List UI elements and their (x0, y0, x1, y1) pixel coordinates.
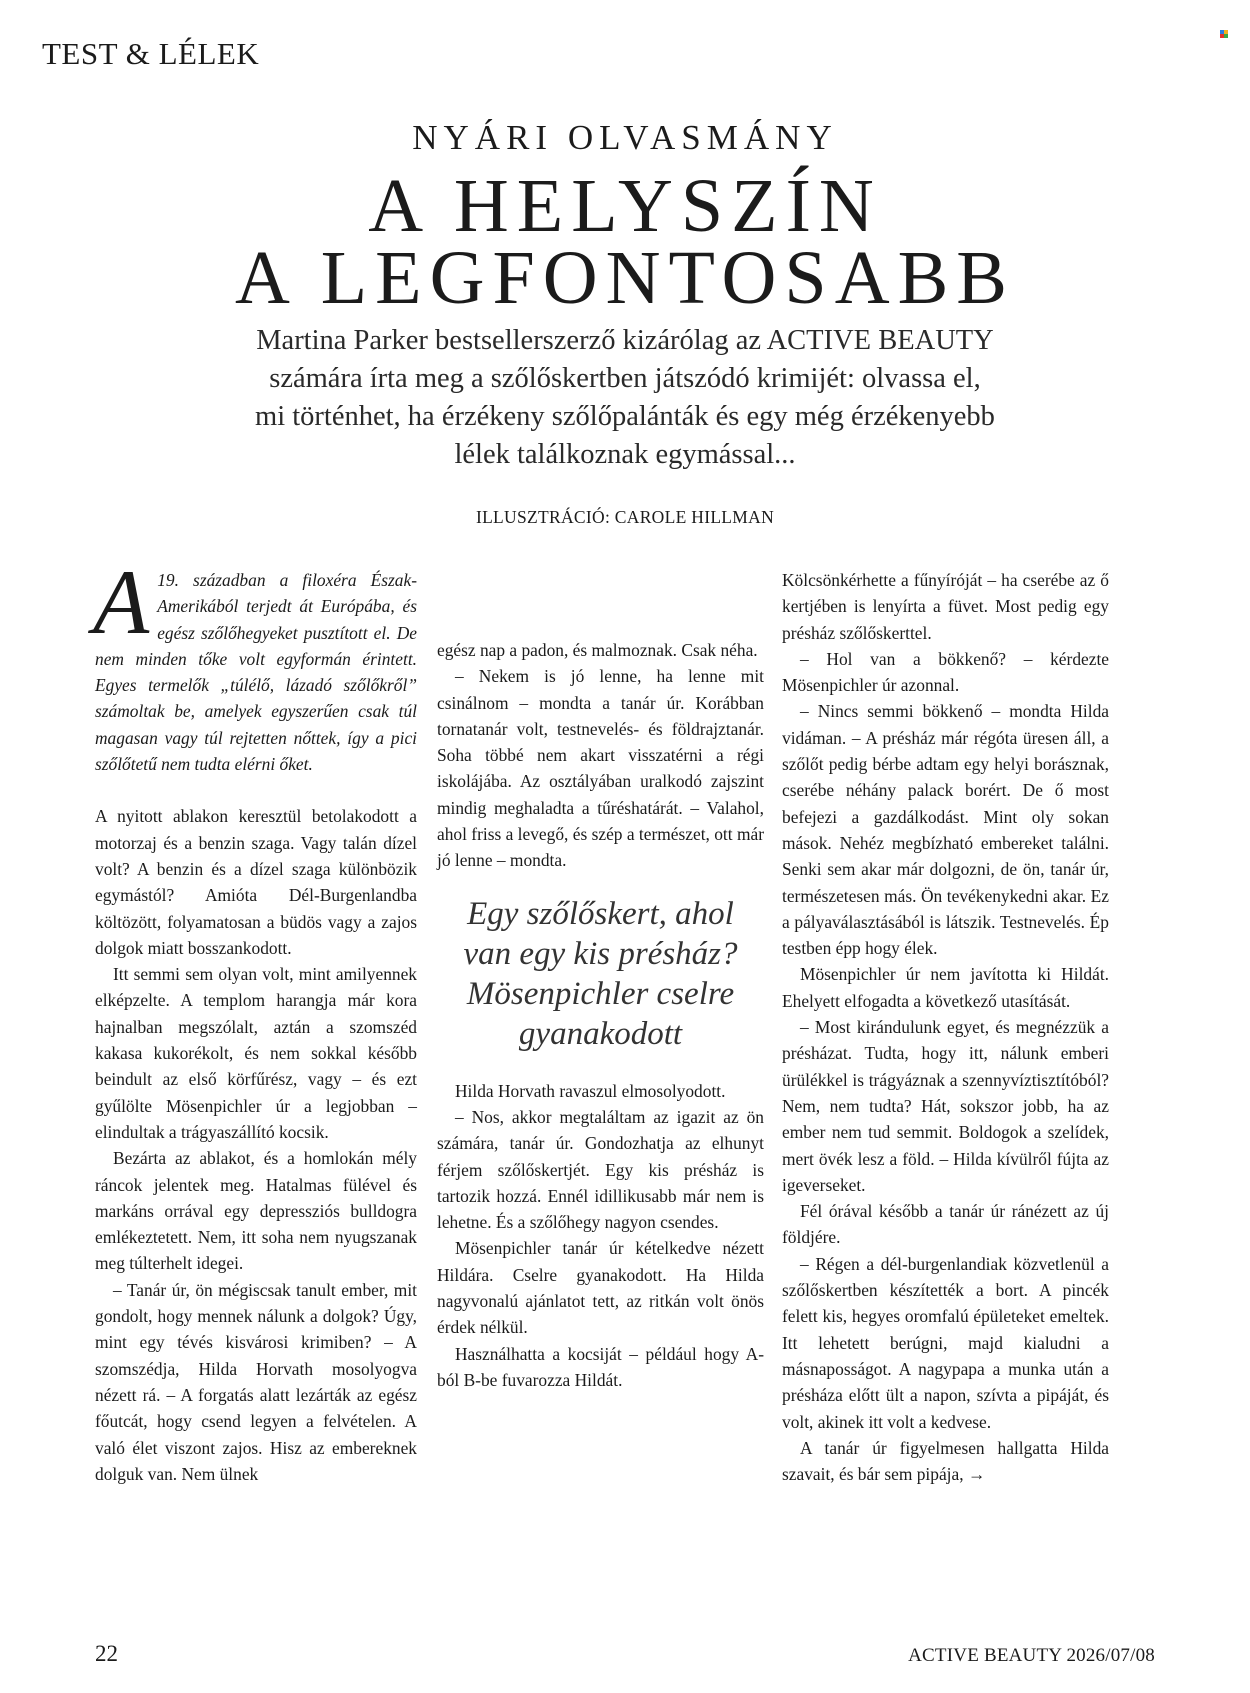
article-title-line-1: A HELYSZÍN (368, 164, 882, 248)
body-paragraph: – Tanár úr, ön mégiscsak tanult ember, mit gondolt, hogy mennek nálunk a dolgok? Úgy, mint egy tévés kisvárosi krimiben? – A szomszédja, Hilda Horvath mosolyogva nézett rá. – A forgatás alatt lezárták az egész főutcát, hogy csend legyen a felvételen. A való élet viszont zajos. Hisz az embereknek dolguk van. Nem ülnek (95, 1279, 417, 1484)
intro-text: 19. században a filoxéra Észak-Amerikából terjedt át Európába, és egész szőlőhegyeket pusztított el. De nem minden tőke volt egyformán érintett. Egyes termelők „túlélő, lázadó szőlőkről” számoltak be, amelyek egyszerűen csak túl magasan vagy túl rejtetten nőttek, így a pici szőlőtetű nem tudta elérni őket. (95, 570, 417, 775)
body-paragraph: – Régen a dél-burgenlandiak közvetlenül a szőlőskertben készítették a bort. A pincék felett kis, hegyes oromfalú épületeket emeltek. Itt lehetett berúgni, majd kialudni a másnaposságot. A nagypapa a munka után a présháza előtt ült a napon, szívta a pipáját, és volt, akinek itt volt a kedvese. (782, 1253, 1109, 1432)
drop-cap: A (93, 551, 150, 653)
body-paragraph: – Hol van a bökkenő? – kérdezte Mösenpichler úr azonnal. (782, 648, 1109, 696)
article-kicker: NYÁRI OLVASMÁNY (412, 118, 838, 157)
text-column-2 (437, 637, 764, 1393)
continue-arrow-icon: → (967, 1464, 986, 1485)
lead-line: mi történhet, ha érzékeny szőlőpalánták és egy még érzékenyebb (255, 401, 995, 432)
body-paragraph: Mösenpichler tanár úr kételkedve nézett Hildára. Cselre gyanakodott. Ha Hilda nagyvonalú ajánlatot tett, az ritkán volt önös érdek nélkül. (437, 1238, 764, 1338)
pull-quote-line: gyanakodott (518, 1015, 683, 1052)
text-column-3 (782, 567, 1109, 1487)
illustration-credit: ILLUSZTRÁCIÓ: CAROLE HILLMAN (475, 507, 775, 527)
body-paragraph: – Nos, akkor megtaláltam az igazit az ön számára, tanár úr. Gondozhatja az elhunyt férjem szőlőskertjét. Egy kis présház is tartozik hozzá. Ennél idillikusabb már nem is lehetne. És a szőlőhegy nagyon csendes. (437, 1106, 764, 1233)
body-paragraph: Bezárta az ablakot, és a homlokán mély ráncok jelentek meg. Hatalmas fülével és markáns orrával egy depressziós bulldogra emlékeztetett. Nem, itt soha nem nyugszanak meg túlterhelt idegei. (95, 1148, 417, 1274)
body-paragraph: – Nekem is jó lenne, ha lenne mit csinálnom – mondta a tanár úr. Korábban tornatanár volt, testnevelés- és földrajztanár. Soha többé nem akart visszatérni a régi iskolájába. Az osztályában uralkodó zajszint mindig meghaladta a tűréshatárát. – Valahol, ahol friss a levegő, és szép a természet, ott már jó lenne – mondta. (437, 666, 764, 871)
page-number: 22 (95, 1641, 118, 1666)
body-paragraph: Itt semmi sem olyan volt, mint amilyennek elképzelte. A templom harangja már kora hajnalban megszólalt, aztán a szomszéd kakasa kukorékolt, és nem sokkal később beindult az első körfűrész, vagy – és ezt gyűlölte Mösenpichler úr a legjobban – elindultak a trágyaszállító kocsik. (95, 964, 417, 1142)
body-paragraph: A nyitott ablakon keresztül betolakodott a motorzaj és a benzin szaga. Vagy talán dízel volt? A benzin és a dízel szaga különbözik egymástól? Amióta Dél-Burgenlandba költözött, folyamatosan a büdös vagy a zajos dolgok miatt bosszankodott. (95, 806, 417, 958)
body-paragraph: Mösenpichler úr nem javította ki Hildát. Ehelyett elfogadta a következő utasítását. (782, 964, 1109, 1011)
final-line: A tanár úr figyelmesen hallgatta Hilda szavait, és bár sem pipája, (782, 1437, 1109, 1485)
article-lead (120, 322, 1130, 474)
article-title-line-2: A LEGFONTOSABB (235, 236, 1015, 320)
lead-line: Martina Parker bestsellerszerző kizárólag az ACTIVE BEAUTY (256, 325, 994, 356)
body-paragraph: Használhatta a kocsiját – például hogy A-ból B-be fuvarozza Hildát. (437, 1343, 764, 1390)
body-paragraph: Kölcsönkérhette a fűnyíróját – ha cserébe az ő kertjében is lenyírta a füvet. Most pedig egy présház szőlőskerttel. (782, 570, 1109, 643)
pull-quote-line: Mösenpichler cselre (466, 975, 735, 1012)
body-paragraph: Fél órával később a tanár úr ránézett az új földjére. (782, 1201, 1109, 1248)
body-paragraph: Hilda Horvath ravaszul elmosolyodott. (455, 1080, 726, 1101)
publication-footer: ACTIVE BEAUTY 2026/07/08 (908, 1645, 1155, 1666)
text-column-1 (93, 551, 417, 1487)
pull-quote (437, 894, 764, 1054)
intro-paragraph (93, 551, 417, 777)
body-paragraph (782, 1435, 1109, 1488)
body-paragraph: – Most kirándulunk egyet, és megnézzük a présházat. Tudta, hogy itt, nálunk emberi ürülékkel is trágyáznak a szennyvíztisztítóból? Nem, nem tudta? Hát, sokszor jobb, ha az ember nem tud semmit. Boldogok a szelídek, mert övék lesz a föld. – Hilda kívülről fújta az igeverseket. (782, 1017, 1109, 1195)
lead-line: lélek találkoznak egymással... (454, 439, 796, 470)
pull-quote-line: Egy szőlőskert, ahol (467, 895, 734, 932)
body-paragraph: – Nincs semmi bökkenő – mondta Hilda vidáman. – A présház már régóta üresen áll, a szőlőt pedig bérbe adtam egy helyi borásznak, cserébe néhány palack borért. De ő most befejezi a gazdálkodást. Mint oly sokan mások. Nehéz megbízható embereket találni. Senki sem akar már dolgozni, de ön, tanár úr, természetesen más. Ön tevékenykedni akar. Ez a pályaválasztásából is látszik. Testnevelés. Ép testben épp hogy élek. (782, 701, 1109, 959)
section-label: TEST & LÉLEK (42, 36, 260, 71)
body-paragraph: egész nap a padon, és malmoznak. Csak néha. (437, 640, 758, 660)
pull-quote-line: van egy kis présház? (463, 935, 738, 972)
brand-mark-icon (1220, 30, 1228, 38)
lead-line: számára írta meg a szőlőskertben játszódó krimijét: olvassa el, (269, 363, 981, 394)
